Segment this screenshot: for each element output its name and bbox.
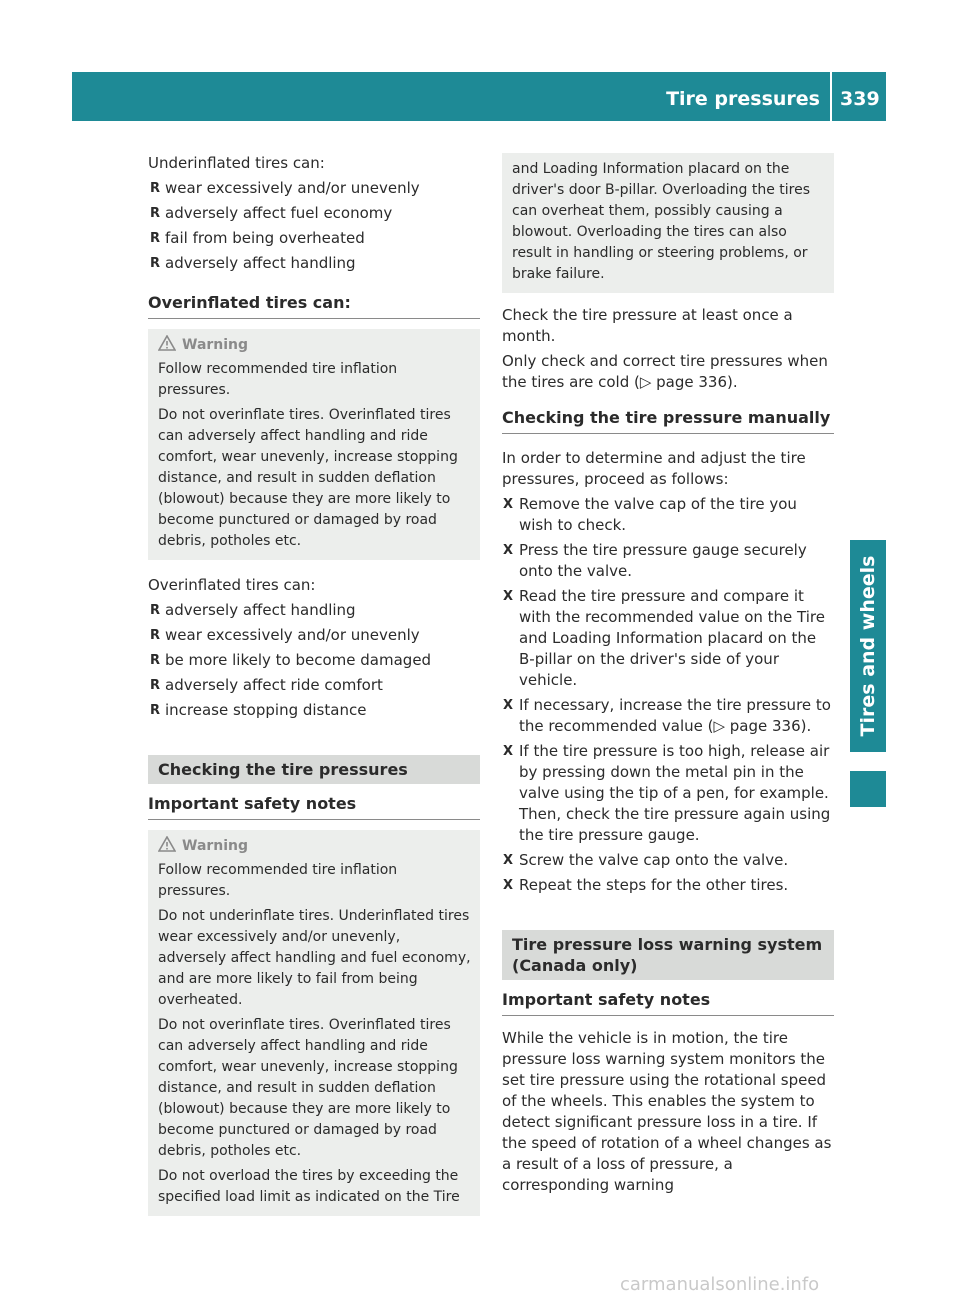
list-item: R increase stopping distance <box>148 700 480 721</box>
warning-text: Do not overinflate tires. Overinflated tires can adversely affect handling and ride comfort, wear unevenly, increase stopping distance, and result in sudden deflation (blowout) because they are more likely to become punctured or damaged by road debris, potholes etc. <box>158 407 458 549</box>
warning-box-continued <box>502 153 834 293</box>
step-item: X Read the tire pressure and compare it with the recommended value on the Tire and Loading Information placard on the B-pillar on the driver's side of your vehicle. <box>502 586 834 691</box>
page-number: 339 <box>840 88 880 110</box>
warning-header <box>158 335 472 356</box>
warning-text: Follow recommended tire inflation pressures. <box>158 862 398 899</box>
overinflated-intro: Overinflated tires can: <box>148 576 316 594</box>
warning-text: Do not overinflate tires. Overinflated tires can adversely affect handling and ride comfort, wear unevenly, increase stopping distance, and result in sudden deflation (blowout) because they are more likely to become punctured or damaged by road debris, potholes etc. <box>158 1017 458 1159</box>
list-item: R wear excessively and/or unevenly <box>148 178 480 199</box>
manual-heading: Checking the tire pressure manually <box>502 407 834 434</box>
step-item: X Press the tire pressure gauge securely onto the valve. <box>502 540 834 582</box>
check-cold-text: Only check and correct tire pressures when the tires are cold (▷ page 336). <box>502 352 828 391</box>
warning-text: and Loading Information placard on the driver's door B-pillar. Overloading the tires can overheat them, possibly causing a blowout. Overloading the tires can also result in handling or steering problems, or brake failure. <box>512 161 811 282</box>
warning-text: Follow recommended tire inflation pressures. <box>158 361 398 398</box>
step-item: X Repeat the steps for the other tires. <box>502 875 834 896</box>
warning-text: Do not overload the tires by exceeding the specified load limit as indicated on the Tire <box>158 1168 460 1205</box>
page-title: Tire pressures <box>666 88 820 110</box>
warning-title: Warning <box>182 337 249 353</box>
safety-subheading: Important safety notes <box>148 793 480 820</box>
system-heading: Tire pressure loss warning system (Canada only) <box>502 930 834 980</box>
warning-box <box>148 329 480 560</box>
warning-triangle-icon <box>158 335 176 351</box>
list-item: R be more likely to become damaged <box>148 650 480 671</box>
list-item: R adversely affect handling <box>148 600 480 621</box>
header-divider <box>830 72 832 121</box>
list-item: R adversely affect fuel economy <box>148 203 480 224</box>
list-item: R adversely affect ride comfort <box>148 675 480 696</box>
manual-intro: In order to determine and adjust the tire pressures, proceed as follows: <box>502 449 806 488</box>
check-monthly-text: Check the tire pressure at least once a month. <box>502 306 793 345</box>
section-heading: Checking the tire pressures <box>148 755 480 784</box>
left-column <box>148 153 480 1216</box>
step-item: X Remove the valve cap of the tire you wish to check. <box>502 494 834 536</box>
side-tab-marker <box>850 771 886 807</box>
step-item: X If the tire pressure is too high, release air by pressing down the metal pin in the valve using the tip of a pen, for example. Then, check the tire pressure again using the tire pressure gauge. <box>502 741 834 846</box>
system-text: While the vehicle is in motion, the tire pressure loss warning system monitors the set tire pressure using the rotational speed of the wheels. This enables the system to detect significant pressure loss in a tire. If the speed of rotation of a wheel changes as a result of a loss of pressure, a corresponding warning <box>502 1029 832 1194</box>
list-item: R wear excessively and/or unevenly <box>148 625 480 646</box>
warning-title: Warning <box>182 838 249 854</box>
warning-box <box>148 830 480 1216</box>
list-item: R adversely affect handling <box>148 253 480 274</box>
side-tab-label: Tires and wheels <box>857 555 879 737</box>
underinflated-intro: Underinflated tires can: <box>148 154 325 172</box>
right-column <box>502 153 834 1200</box>
overinflated-heading: Overinflated tires can: <box>148 292 480 319</box>
step-item: X Screw the valve cap onto the valve. <box>502 850 834 871</box>
list-item: R fail from being overheated <box>148 228 480 249</box>
system-subheading: Important safety notes <box>502 989 834 1016</box>
step-item: X If necessary, increase the tire pressure to the recommended value (▷ page 336). <box>502 695 834 737</box>
warning-text: Do not underinflate tires. Underinflated tires wear excessively and/or unevenly, adversely affect handling and fuel economy, and are more likely to fail from being overheated. <box>158 908 471 1008</box>
warning-header <box>158 836 472 857</box>
watermark: carmanualsonline.info <box>620 1274 820 1295</box>
warning-triangle-icon <box>158 836 176 852</box>
